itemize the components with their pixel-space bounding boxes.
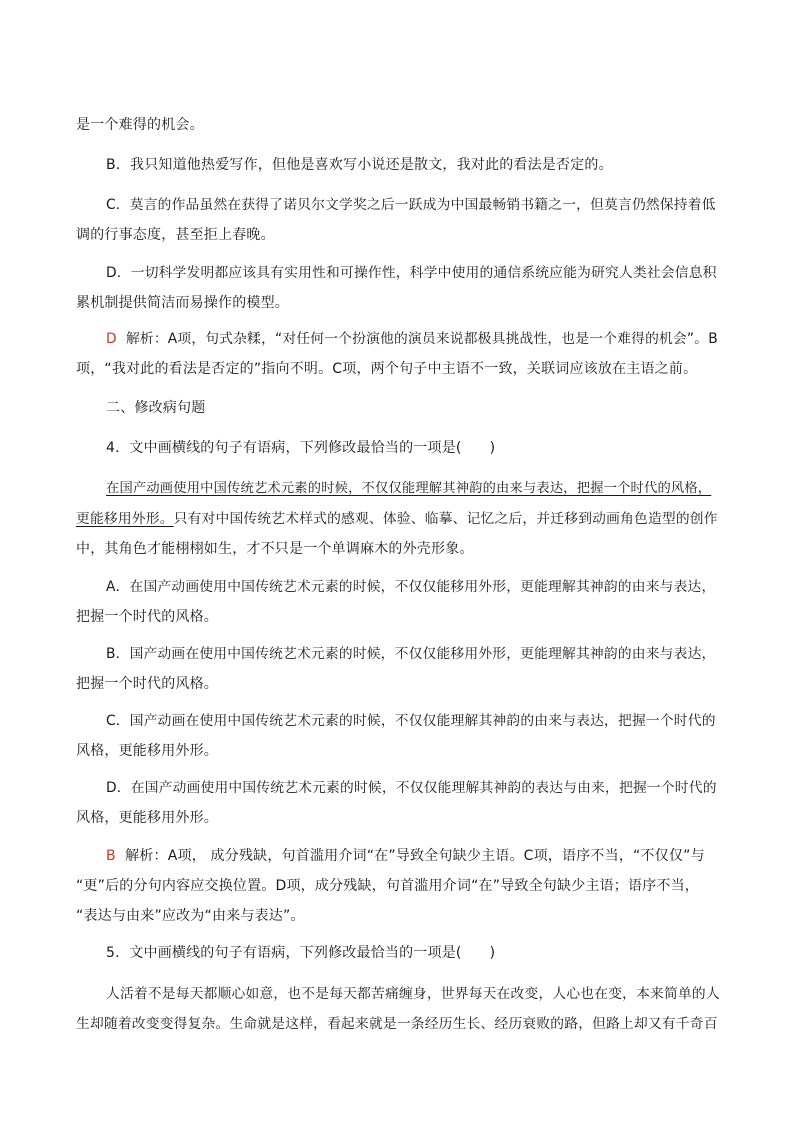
text-line: 人活着不是每天都顺心如意，也不是每天都苦痛缠身，世界每天在改变，人心也在变，本来简单的人 [106, 986, 720, 1002]
q4-option-a [76, 572, 720, 632]
text-line: A．在国产动画使用中国传统艺术元素的时候，不仅仅能移用外形，更能理解其神韵的由来与表达， [106, 579, 716, 595]
question-close: ) [489, 440, 496, 456]
text-line: 风格，更能移用外形。 [76, 810, 218, 826]
q5-stem [76, 938, 720, 968]
text-line: 把握一个时代的风格。 [76, 676, 218, 692]
continuation-paragraph [76, 110, 720, 140]
question-close: ) [489, 945, 496, 961]
answer-letter: B [106, 848, 116, 864]
text-line: 调的行事态度，甚至拒上春晚。 [76, 227, 275, 243]
text-line [76, 938, 720, 968]
section-title [76, 393, 720, 423]
text-line: 累机制提供简洁而易操作的模型。 [76, 295, 289, 311]
underlined-sentence: 在国产动画使用中国传统艺术元素的时候，不仅仅能理解其神韵的由来与表达，把握一个时代的风格， [106, 481, 712, 496]
text-line: 生却随着改变变得复杂。生命就是这样，看起来就是一条经历生长、经历衰败的路，但路上却又有千奇百 [76, 1016, 718, 1032]
q5-passage [76, 979, 720, 1039]
q3-option-d [76, 258, 720, 318]
question-text: 4．文中画横线的句子有语病，下列修改最恰当的一项是( [106, 440, 462, 456]
text-line [76, 324, 720, 354]
text-line: C．莫言的作品虽然在获得了诺贝尔文学奖之后一跃成为中国最畅销书籍之一，但莫言仍然保持着低 [106, 197, 716, 213]
question-text: 5．文中画横线的句子有语病，下列修改最恰当的一项是( [106, 945, 462, 961]
text-line: 项，“我对此的看法是否定的”指向不明。C项，两个句子中主语不一致，关联词应该放在主语之前。 [76, 361, 698, 377]
q3-answer-explanation [76, 324, 720, 384]
answer-text: 解析：A项，句式杂糅，“对任何一个扮演他的演员来说都极具挑战性，也是一个难得的机会”。B [125, 331, 718, 347]
q4-stem [76, 433, 720, 463]
underlined-sentence: 更能移用外形。 [76, 511, 174, 527]
text-line [76, 433, 720, 463]
q4-option-c [76, 706, 720, 766]
text-line: “表达与由来”应改为“由来与表达”。 [76, 908, 305, 924]
text-line: B．国产动画在使用中国传统艺术元素的时候，不仅仅能移用外形，更能理解其神韵的由来与表达， [106, 646, 716, 662]
q4-answer-explanation [76, 841, 720, 931]
q4-passage [76, 474, 720, 564]
text-line: C．国产动画在使用中国传统艺术元素的时候，不仅仅能理解其神韵的由来与表达，把握一个时代的 [106, 713, 716, 729]
text-line: 中，其角色才能栩栩如生，才不只是一个单调麻木的外壳形象。 [76, 541, 474, 557]
text-line: 把握一个时代的风格。 [76, 609, 218, 625]
text-line [76, 474, 720, 504]
answer-text: 解析：A项， 成分残缺，句首滥用介词“在”导致全句缺少主语。C项，语序不当，“不仅仅”与 [125, 848, 705, 864]
text-line [76, 841, 720, 871]
section-heading: 二、修改病句题 [106, 400, 206, 416]
q4-option-b [76, 639, 720, 699]
passage-text: 只有对中国传统艺术样式的感观、体验、临摹、记忆之后，并迁移到动画角色造型的创作 [173, 511, 718, 527]
q3-option-b [76, 150, 720, 180]
q3-option-c [76, 190, 720, 250]
text-line: B．我只知道他热爱写作，但他是喜欢写小说还是散文，我对此的看法是否定的。 [106, 157, 613, 173]
answer-letter: D [106, 331, 117, 347]
text-line [76, 504, 720, 534]
text-line: 风格，更能移用外形。 [76, 743, 218, 759]
text-line: 是一个难得的机会。 [76, 117, 204, 133]
text-line: “更”后的分句内容应交换位置。D项，成分残缺，句首滥用介词“在”导致全句缺少主语；语序不当， [76, 878, 699, 894]
text-line: D．在国产动画使用中国传统艺术元素的时候，不仅仅能理解其神韵的表达与由来，把握一个时代的 [106, 780, 717, 796]
text-line: D．一切科学发明都应该具有实用性和可操作性，科学中使用的通信系统应能为研究人类社会信息积 [106, 265, 717, 281]
q4-option-d [76, 773, 720, 833]
